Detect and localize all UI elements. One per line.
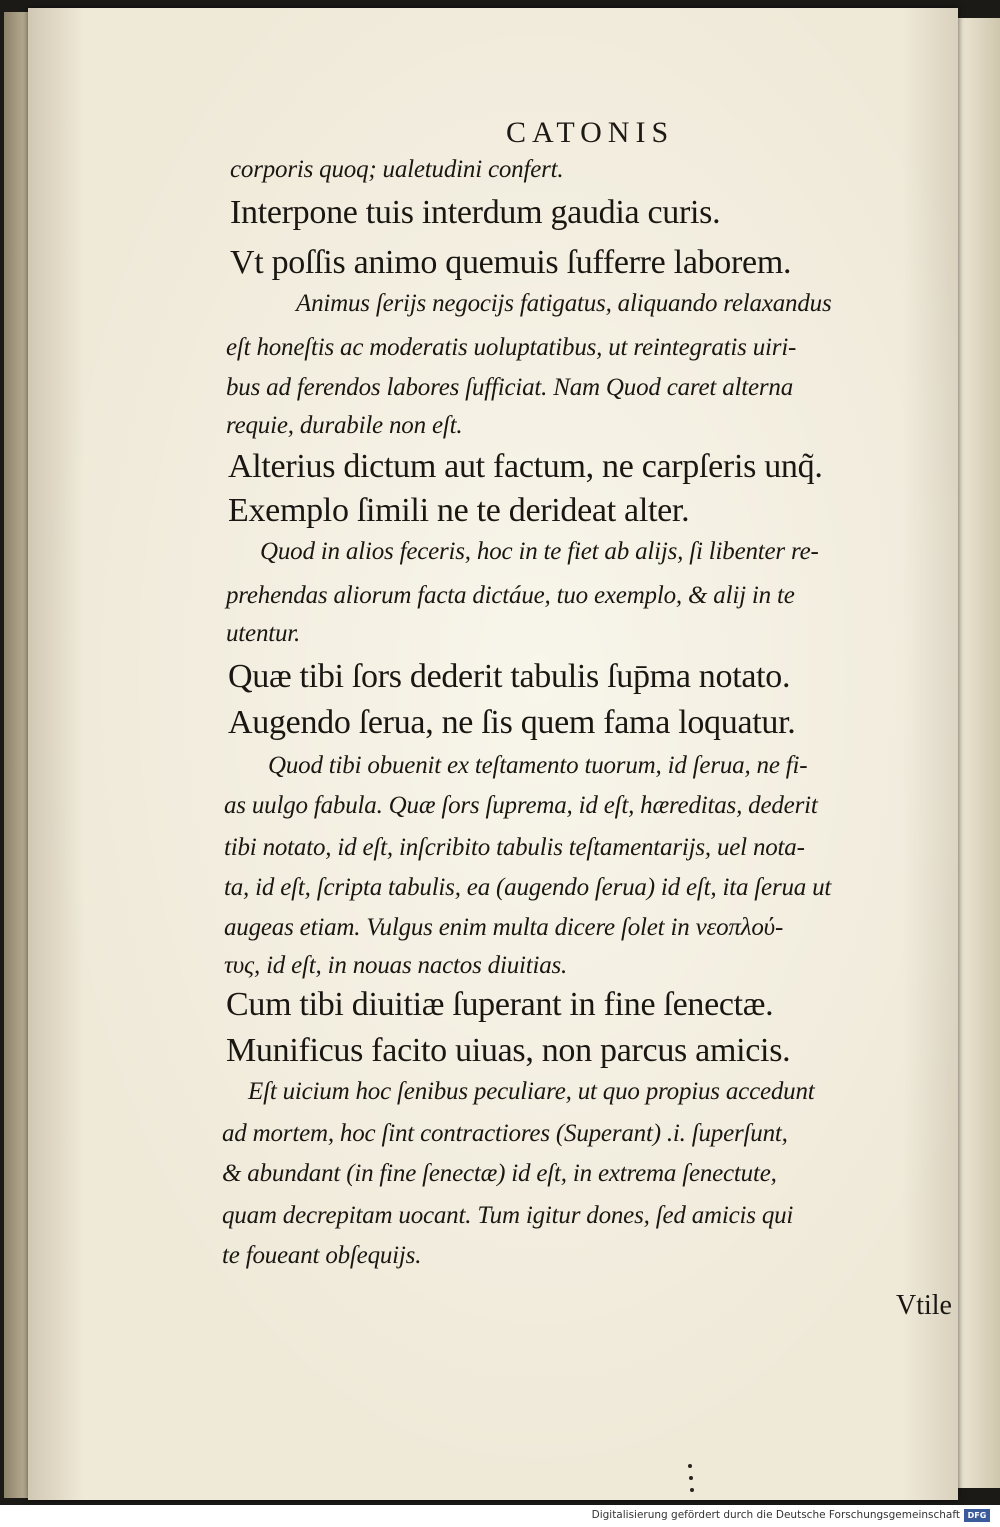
gloss-line: Eſt uicium hoc ſenibus peculiare, ut quo propius accedunt bbox=[248, 1078, 815, 1105]
gloss-line: requie, durabile non eſt. bbox=[226, 412, 463, 439]
gloss-line: eſt honeſtis ac moderatis uoluptatibus, ut reintegratis uiri- bbox=[226, 334, 797, 361]
gloss-line: Animus ſerijs negocijs fatigatus, aliquando relaxandus bbox=[296, 290, 832, 317]
gloss-line: Quod in alios feceris, hoc in te fiet ab alijs, ſi libenter re- bbox=[260, 538, 819, 565]
ink-speck bbox=[690, 1488, 694, 1492]
footer-credit: Digitalisierung gefördert durch die Deutsche Forschungsgemeinschaft bbox=[591, 1509, 960, 1521]
gloss-line: τυς, id eſt, in nouas nactos diuitias. bbox=[224, 952, 568, 979]
gloss-line: Quod tibi obuenit ex teſtamento tuorum, id ſerua, ne fi- bbox=[268, 752, 808, 779]
catchword: Vtile bbox=[896, 1290, 952, 1321]
text-line: corporis quoq; ualetudini confert. bbox=[230, 156, 564, 183]
verse-line: Interpone tuis interdum gaudia curis. bbox=[230, 194, 721, 231]
dfg-logo-icon: DFG bbox=[964, 1509, 990, 1522]
verse-line: Vt poſſis animo quemuis ſufferre laborem. bbox=[230, 244, 792, 281]
running-head: CATONIS bbox=[506, 116, 675, 149]
gloss-line: as uulgo fabula. Quæ ſors ſuprema, id eſt, hæreditas, dederit bbox=[224, 792, 818, 819]
gloss-line: ad mortem, hoc ſint contractiores (Superant) .i. ſuperſunt, bbox=[222, 1120, 788, 1147]
gloss-line: te foueant obſequijs. bbox=[222, 1242, 422, 1269]
verse-line: Exemplo ſimili ne te derideat alter. bbox=[228, 492, 690, 529]
verse-line: Munificus facito uiuas, non parcus amicis. bbox=[226, 1032, 791, 1069]
gloss-line: tibi notato, id eſt, inſcribito tabulis teſtamentarijs, uel nota- bbox=[224, 834, 805, 861]
footer-bar bbox=[0, 1505, 1000, 1527]
book-page bbox=[28, 8, 958, 1500]
verse-line: Alterius dictum aut factum, ne carpſeris unq̃. bbox=[228, 448, 823, 485]
gloss-line: bus ad ferendos labores ſufficiat. Nam Quod caret alterna bbox=[226, 374, 794, 401]
gloss-line: prehendas aliorum facta dictáue, tuo exemplo, & alij in te bbox=[226, 582, 795, 609]
gloss-line: augeas etiam. Vulgus enim multa dicere ſolet in νεοπλού- bbox=[224, 914, 784, 941]
gloss-line: ta, id eſt, ſcripta tabulis, ea (augendo ſerua) id eſt, ita ſerua ut bbox=[224, 874, 832, 901]
verse-line: Quæ tibi ſors dederit tabulis ſup̄ma notato. bbox=[228, 658, 791, 695]
gloss-line: quam decrepitam uocant. Tum igitur dones, ſed amicis qui bbox=[222, 1202, 794, 1229]
gloss-line: & abundant (in fine ſenectæ) id eſt, in extrema ſenectute, bbox=[222, 1160, 777, 1187]
verse-line: Augendo ſerua, ne ſis quem fama loquatur. bbox=[228, 704, 796, 741]
ink-speck bbox=[688, 1464, 692, 1468]
verse-line: Cum tibi diuitiæ ſuperant in fine ſenectæ. bbox=[226, 986, 774, 1023]
gloss-line: utentur. bbox=[226, 620, 301, 647]
ink-speck bbox=[689, 1476, 693, 1480]
